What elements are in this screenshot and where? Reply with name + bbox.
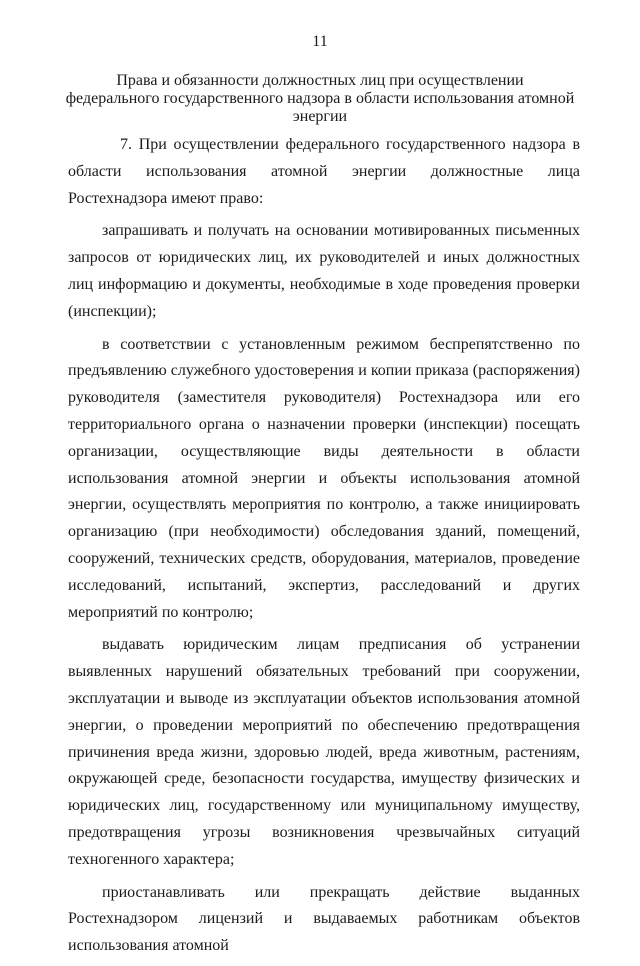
page-number: 11: [312, 33, 328, 50]
section-heading-line-2: федерального государственного надзора в области использования атомной: [65, 90, 575, 107]
paragraph-visit-organizations: в соответствии с установленным режимом беспрепятственно по предъявлению служебного удостоверения и копии приказа (распоряжения) руководителя (заместителя руководителя) Ростехнадзора или его территориального органа о назначении проверки (инспекции) посещать организации, осуществляющие виды деятельности в области использования атомной энергии и объекты использования атомной энергии, осуществлять мероприятия по контролю, а также инициировать организацию (при необходимости) обследования зданий, помещений, сооружений, технических средств, оборудования, материалов, проведение исследований, испытаний, экспертиз, расследований и других мероприятий по контролю;: [68, 335, 580, 621]
section-heading: [40, 72, 600, 126]
paragraph-request-information: запрашивать и получать на основании мотивированных письменных запросов от юридических лиц, их руководителей и иных должностных лиц информацию и документы, необходимые в ходе проведения проверки (инспекции);: [68, 222, 580, 320]
document-body: [68, 132, 580, 966]
section-heading-line-1: Права и обязанности должностных лиц при осуществлении: [116, 72, 524, 89]
paragraph-item-7: 7. При осуществлении федерального государственного надзора в области использования атомной энергии должностные лица Ростехнадзора имеют право:: [68, 136, 580, 207]
paragraph-suspend-licenses: приостанавливать или прекращать действие выданных Ростехнадзором лицензий и выдаваемых работникам объектов использования атомной: [68, 883, 580, 955]
paragraph-issue-orders: выдавать юридическим лицам предписания об устранении выявленных нарушений обязательных требований при сооружении, эксплуатации и выводе из эксплуатации объектов использования атомной энергии, о проведении мероприятий по обеспечению предотвращения причинения вреда жизни, здоровью людей, вреда животным, растениям, окружающей среде, безопасности государства, имуществу физических и юридических лиц, государственному или муниципальному имуществу, предотвращения угрозы возникновения чрезвычайных ситуаций техногенного характера;: [68, 636, 580, 868]
section-heading-line-3: энергии: [292, 108, 348, 125]
